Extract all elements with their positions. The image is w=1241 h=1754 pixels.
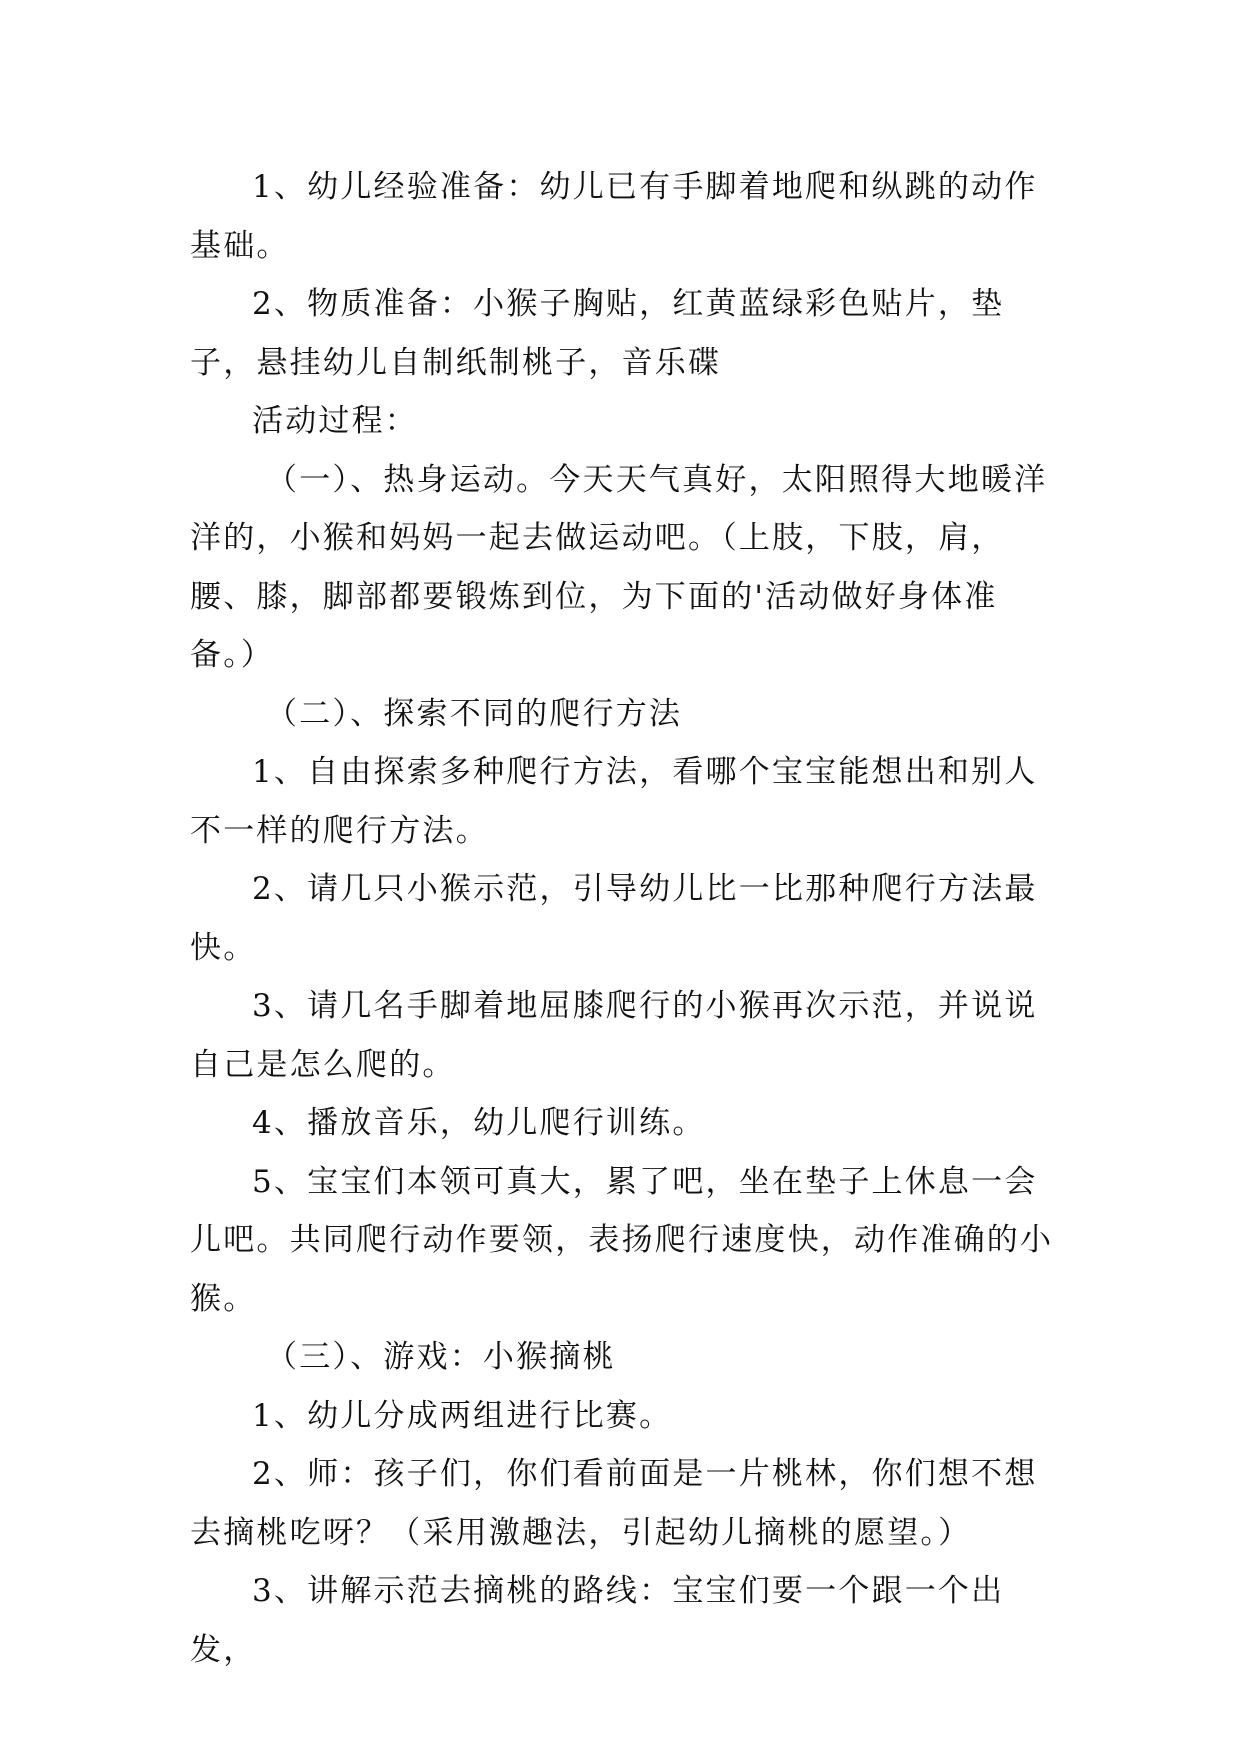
paragraph-game-step-1: 1、幼儿分成两组进行比赛。 [252,1397,673,1434]
paragraph-warmup: （一）、热身运动。今天天气真好，太阳照得大地暖洋洋的，小猴和妈妈一起去做运动吧。（上肢，下肢，肩，腰、膝，脚部都要锻炼到位，为下面的'活动做好身体准备。） [190,461,1048,673]
paragraph-game-step-3: 3、讲解示范去摘桃的路线：宝宝们要一个跟一个出发， [190,1573,1005,1668]
paragraph-step-5: 5、宝宝们本领可真大，累了吧，坐在垫子上休息一会儿吧。共同爬行动作要领，表扬爬行速度快，动作准确的小猴。 [190,1163,1054,1317]
paragraph-step-1: 1、自由探索多种爬行方法，看哪个宝宝能想出和别人不一样的爬行方法。 [190,754,1038,849]
paragraph-step-3: 3、请几名手脚着地屈膝爬行的小猴再次示范，并说说自己是怎么爬的。 [190,988,1038,1083]
paragraph-game-step-2: 2、师：孩子们，你们看前面是一片桃林，你们想不想去摘桃吃呀？（采用激趣法，引起幼儿摘桃的愿望。） [190,1456,1038,1551]
document-body [190,158,1060,1679]
paragraph-section-three-heading: （三）、游戏：小猴摘桃 [266,1339,616,1375]
paragraph-step-2: 2、请几只小猴示范，引导幼儿比一比那种爬行方法最快。 [190,871,1038,966]
paragraph-experience-prep: 1、幼儿经验准备：幼儿已有手脚着地爬和纵跳的动作基础。 [190,169,1038,264]
paragraph-step-4: 4、播放音乐，幼儿爬行训练。 [252,1105,706,1141]
paragraph-section-two-heading: （二）、探索不同的爬行方法 [266,695,683,732]
paragraph-activity-process-heading: 活动过程： [252,403,418,439]
paragraph-material-prep: 2、物质准备：小猴子胸贴，红黄蓝绿彩色贴片，垫子，悬挂幼儿自制纸制桃子，音乐碟 [190,286,1005,381]
